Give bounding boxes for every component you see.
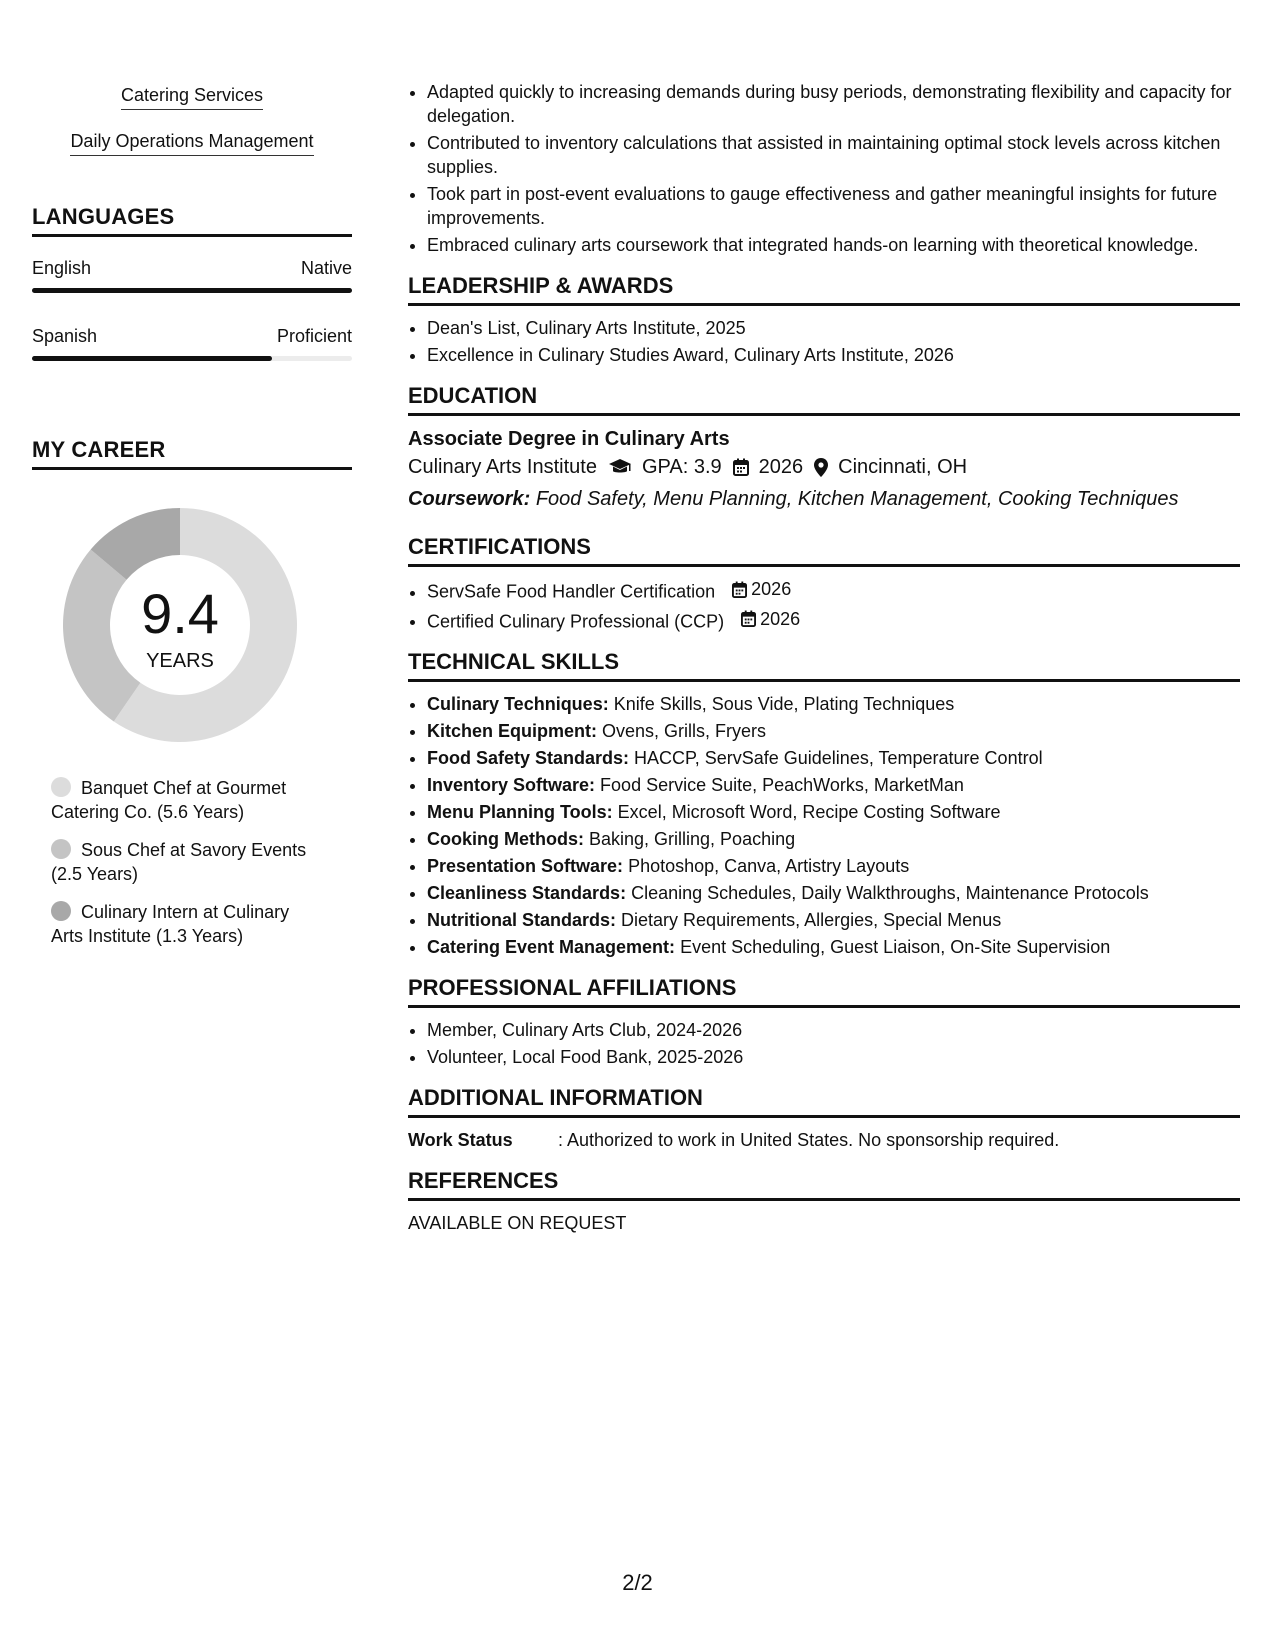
- legend-item: [51, 776, 321, 824]
- affiliations-heading: PROFESSIONAL AFFILIATIONS: [408, 975, 1240, 1008]
- skill-label: Culinary Techniques:: [427, 694, 609, 714]
- sidebar: [32, 84, 352, 962]
- skill-label: Catering Event Management:: [427, 937, 676, 957]
- legend-label: Culinary Intern at Culinary Arts Institute (1.3 Years): [51, 902, 290, 946]
- technical-skills-list: [408, 692, 1240, 959]
- education-entry: [408, 426, 1240, 514]
- references-text: AVAILABLE ON REQUEST: [408, 1213, 627, 1233]
- certification-name: Certified Culinary Professional (CCP): [427, 611, 725, 631]
- list-item: • Volunteer, Local Food Bank, 2025-2026: [427, 1045, 1240, 1069]
- references-heading: REFERENCES: [408, 1168, 1240, 1201]
- list-item: [427, 746, 1240, 770]
- certification-year: 2026: [760, 608, 801, 629]
- list-item: • Member, Culinary Arts Club, 2024-2026: [427, 1018, 1240, 1042]
- language-level: Proficient: [276, 326, 352, 346]
- list-item: • Took part in post-event evaluations to gauge effectiveness and gather meaningful insights for future improvements.: [427, 182, 1240, 230]
- skill-label: Cooking Methods:: [427, 829, 584, 849]
- career-donut-chart: [55, 500, 305, 750]
- language-name: English: [32, 258, 92, 278]
- experience-bullets: [408, 80, 1240, 257]
- legend-dot: [51, 839, 71, 859]
- language-item: [32, 325, 352, 361]
- coursework-list: Food Safety, Menu Planning, Kitchen Management, Cooking Techniques: [535, 488, 1179, 510]
- education-meta: [408, 452, 1240, 482]
- skill-value: Knife Skills, Sous Vide, Plating Techniques: [613, 694, 955, 714]
- calendar-icon: [741, 610, 756, 627]
- list-item: [427, 577, 1240, 604]
- leadership-heading: LEADERSHIP & AWARDS: [408, 273, 1240, 306]
- skill-label: Food Safety Standards:: [427, 748, 630, 768]
- skill-value: Excel, Microsoft Word, Recipe Costing Software: [617, 802, 1001, 822]
- language-level: Native: [300, 258, 352, 278]
- skill-value: Ovens, Grills, Fryers: [602, 721, 767, 741]
- skill-label: Menu Planning Tools:: [427, 802, 613, 822]
- skill-value: Photoshop, Canva, Artistry Layouts: [628, 856, 910, 876]
- list-item: [427, 827, 1240, 851]
- legend-label: Banquet Chef at Gourmet Catering Co. (5.6 Years): [51, 778, 287, 822]
- list-item: [427, 692, 1240, 716]
- list-item: [427, 800, 1240, 824]
- education-location: Cincinnati, OH: [838, 456, 968, 478]
- list-item: [427, 719, 1240, 743]
- work-status-label: Work Status: [408, 1130, 513, 1150]
- skill-value: Baking, Grilling, Poaching: [589, 829, 796, 849]
- leadership-list: [408, 316, 1240, 367]
- page-number: 2/2: [622, 1570, 653, 1595]
- list-item: • Excellence in Culinary Studies Award, Culinary Arts Institute, 2026: [427, 343, 1240, 367]
- language-proficiency-fill: [32, 288, 352, 293]
- legend-item: [51, 900, 321, 948]
- language-proficiency-bar: [32, 288, 352, 293]
- skill-label: Nutritional Standards:: [427, 910, 617, 930]
- language-item: [32, 257, 352, 293]
- career-total-unit: YEARS: [146, 650, 214, 672]
- location-pin-icon: [814, 458, 828, 477]
- skill-label: Presentation Software:: [427, 856, 624, 876]
- certifications-list: [408, 577, 1240, 633]
- graduation-cap-icon: [608, 458, 632, 476]
- legend-item: [51, 838, 321, 886]
- education-heading: EDUCATION: [408, 383, 1240, 416]
- career-heading: MY CAREER: [32, 437, 352, 470]
- language-name: Spanish: [32, 326, 98, 346]
- language-proficiency-fill: [32, 356, 272, 361]
- technical-skills-heading: TECHNICAL SKILLS: [408, 649, 1240, 682]
- career-legend: [32, 776, 352, 948]
- list-item: [427, 935, 1240, 959]
- list-item: [427, 908, 1240, 932]
- list-item: • Adapted quickly to increasing demands during busy periods, demonstrating flexibility and capacity for delegation.: [427, 80, 1240, 128]
- list-item: [427, 881, 1240, 905]
- skill-label: Cleanliness Standards:: [427, 883, 627, 903]
- certifications-heading: CERTIFICATIONS: [408, 534, 1240, 567]
- list-item: [427, 773, 1240, 797]
- certification-name: ServSafe Food Handler Certification: [427, 581, 716, 602]
- list-item: [427, 854, 1240, 878]
- languages-heading: LANGUAGES: [32, 204, 352, 237]
- additional-info-heading: ADDITIONAL INFORMATION: [408, 1085, 1240, 1118]
- graduation-year: 2026: [758, 456, 804, 478]
- list-item: [427, 607, 1240, 634]
- list-item: • Dean's List, Culinary Arts Institute, 2025: [427, 316, 1240, 340]
- skill-label: Inventory Software:: [427, 775, 596, 795]
- skill-value: Food Service Suite, PeachWorks, MarketMan: [600, 775, 964, 795]
- affiliations-list: [408, 1018, 1240, 1069]
- calendar-icon: [733, 458, 749, 476]
- skill-value: HACCP, ServSafe Guidelines, Temperature Control: [634, 748, 1043, 768]
- skill-value: Event Scheduling, Guest Liaison, On-Site Supervision: [680, 937, 1111, 957]
- legend-dot: [51, 901, 71, 921]
- skill-label: Kitchen Equipment:: [427, 721, 597, 741]
- skill-value: Dietary Requirements, Allergies, Special Menus: [621, 910, 1002, 930]
- work-status-row: [408, 1128, 1240, 1152]
- coursework-label: Coursework:: [408, 488, 531, 510]
- list-item: • Contributed to inventory calculations that assisted in maintaining optimal stock levels across kitchen supplies.: [427, 131, 1240, 179]
- career-total-value: 9.4: [141, 582, 219, 645]
- skill-tag: Daily Operations Management: [70, 130, 313, 156]
- legend-dot: [51, 777, 71, 797]
- language-proficiency-bar: [32, 356, 352, 361]
- school-name: Culinary Arts Institute: [408, 456, 597, 478]
- main-content: [408, 80, 1240, 1235]
- list-item: • Embraced culinary arts coursework that integrated hands-on learning with theoretical knowledge.: [427, 233, 1240, 257]
- work-status-value: : Authorized to work in United States. No sponsorship required.: [558, 1130, 1060, 1150]
- skill-tag: Catering Services: [121, 84, 263, 110]
- certification-year: 2026: [751, 579, 792, 599]
- degree-title: Associate Degree in Culinary Arts: [408, 428, 730, 450]
- legend-label: Sous Chef at Savory Events (2.5 Years): [51, 840, 307, 884]
- skill-value: Cleaning Schedules, Daily Walkthroughs, Maintenance Protocols: [631, 883, 1149, 903]
- coursework: [408, 484, 1240, 514]
- gpa: GPA: 3.9: [641, 456, 722, 478]
- calendar-icon: [732, 581, 747, 598]
